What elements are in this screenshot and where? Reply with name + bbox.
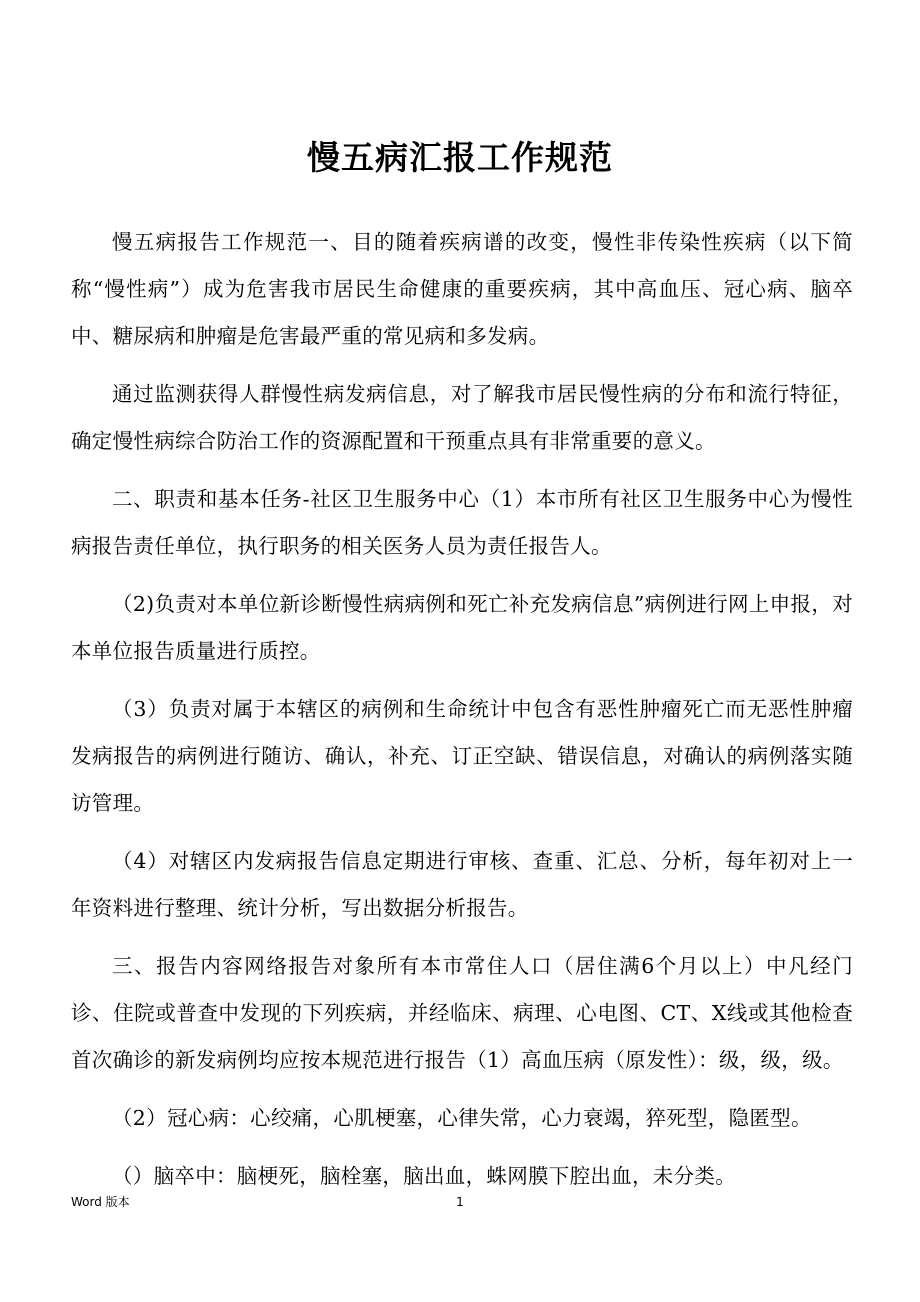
paragraph: （3）负责对属于本辖区的病例和生命统计中包含有恶性肿瘤死亡而无恶性肿瘤发病报告的病例进行随访、确认，补充、订正空缺、错误信息，对确认的病例落实随访管理。 bbox=[71, 697, 853, 815]
document-body bbox=[71, 219, 853, 1211]
document-title: 慢五病汇报工作规范 bbox=[307, 138, 613, 177]
paragraph: 三、报告内容网络报告对象所有本市常住人口（居住满6个月以上）中凡经门诊、住院或普查中发现的下列疾病，并经临床、病理、心电图、CT、X线或其他检查首次确诊的新发病例均应按本规范进行报告（1）高血压病（原发性）：级，级，级。 bbox=[71, 954, 853, 1072]
page-number: 1 bbox=[456, 1195, 464, 1209]
paragraph: （2)负责对本单位新诊断慢性病病例和死亡补充发病信息”病例进行网上申报，对本单位报告质量进行质控。 bbox=[71, 592, 853, 663]
paragraph: 二、职责和基本任务-社区卫生服务中心（1）本市所有社区卫生服务中心为慢性病报告责任单位，执行职务的相关医务人员为责任报告人。 bbox=[71, 487, 853, 558]
paragraph: 慢五病报告工作规范一、目的随着疾病谱的改变，慢性非传染性疾病（以下简称“慢性病”）成为危害我市居民生命健康的重要疾病，其中高血压、冠心病、脑卒中、糖尿病和肿瘤是危害最严重的常见病和多发病。 bbox=[71, 230, 853, 348]
footer-label: Word 版本 bbox=[71, 1195, 130, 1209]
paragraph: 通过监测获得人群慢性病发病信息，对了解我市居民慢性病的分布和流行特征，确定慢性病综合防治工作的资源配置和干预重点具有非常重要的意义。 bbox=[71, 382, 853, 453]
paragraph: （）脑卒中：脑梗死，脑栓塞，脑出血，蛛网膜下腔出血，未分类。 bbox=[112, 1164, 736, 1188]
paragraph: （4）对辖区内发病报告信息定期进行审核、查重、汇总、分析，每年初对上一年资料进行整理、统计分析，写出数据分析报告。 bbox=[71, 849, 853, 920]
paragraph: （2）冠心病：心绞痛，心肌梗塞，心律失常，心力衰竭，猝死型，隐匿型。 bbox=[112, 1106, 812, 1130]
